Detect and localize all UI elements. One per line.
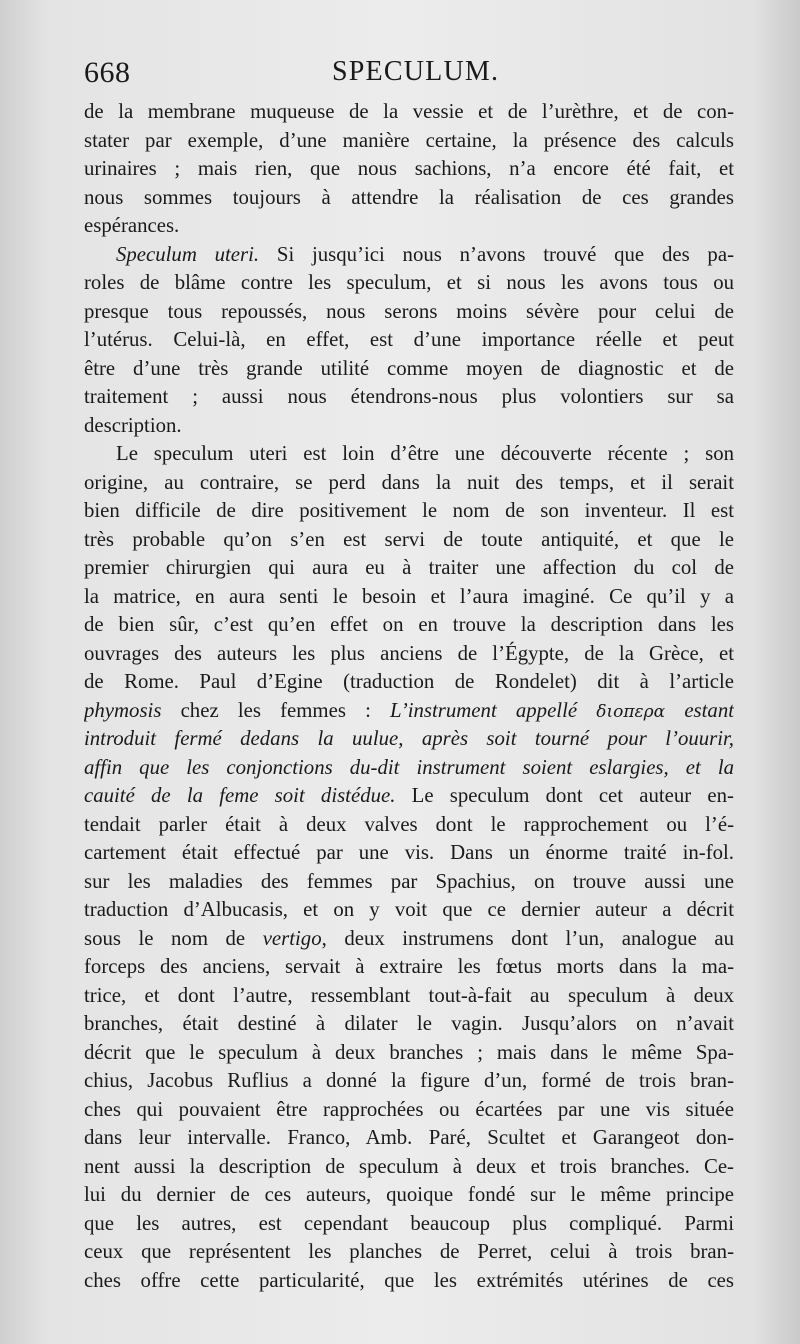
- text-segment: chez les femmes :: [161, 698, 391, 722]
- text-line: [84, 1210, 734, 1239]
- italic-text: introduit fermé dedans la uulue, après soit tourné pour l’ouurir,: [84, 727, 734, 750]
- text-segment: nent aussi la description de speculum à deux et trois branches. Ce-: [84, 1154, 734, 1178]
- text-segment: cartement était effectué par une vis. Dans un énorme traité in-fol.: [84, 841, 734, 864]
- text-segment: ches qui pouvaient être rapprochées ou écartées par une vis située: [84, 1097, 734, 1121]
- italic-text: phymosis: [84, 698, 162, 722]
- text-segment: de bien sûr, c’est qu’en effet on en trouve la description dans les: [84, 613, 734, 636]
- text-line: [84, 1124, 734, 1153]
- italic-text: estant: [665, 698, 734, 722]
- italic-text: L’instrument appellé: [390, 698, 597, 722]
- text-line: [84, 184, 734, 213]
- text-line: [84, 953, 734, 982]
- text-line: [84, 155, 734, 184]
- text-line: [84, 1096, 734, 1125]
- text-line: [84, 811, 734, 840]
- text-line: [84, 782, 734, 811]
- text-line: [84, 497, 734, 526]
- running-title: SPECULUM.: [332, 56, 500, 87]
- page-header: [84, 56, 734, 96]
- text-segment: décrit que le speculum à deux branches ; mais dans le même Spa-: [84, 1040, 734, 1064]
- italic-text: Speculum uteri.: [116, 242, 260, 266]
- text-segment: traitement ; aussi nous étendrons-nous plus volontiers sur sa: [84, 385, 734, 408]
- text-segment: forceps des anciens, servait à extraire les fœtus morts dans la ma-: [84, 955, 734, 978]
- text-line: [84, 839, 734, 868]
- text-line: [84, 697, 734, 726]
- text-line: [84, 754, 734, 783]
- text-line: [84, 440, 734, 469]
- text-segment: , deux instrumens dont l’un, analogue au: [321, 926, 734, 950]
- text-line: [84, 412, 734, 441]
- text-segment: stater par exemple, d’une manière certaine, la présence des calculs: [84, 128, 734, 152]
- text-line: [84, 98, 734, 127]
- text-line: [84, 896, 734, 925]
- text-segment: origine, au contraire, se perd dans la nuit des temps, et il serait: [84, 470, 734, 494]
- text-segment: espérances.: [84, 214, 180, 237]
- text-segment: urinaires ; mais rien, que nous sachions, n’a encore été fait, et: [84, 157, 734, 180]
- text-segment: tendait parler était à deux valves dont le rapprochement ou l’é-: [84, 812, 734, 836]
- text-line: [84, 611, 734, 640]
- italic-text: cauité de la feme soit distédue.: [84, 784, 396, 807]
- text-segment: dans leur intervalle. Franco, Amb. Paré, Scultet et Garangeot don-: [84, 1126, 734, 1149]
- text-segment: sur les maladies des femmes par Spachius, on trouve aussi une: [84, 869, 734, 893]
- text-segment: traduction d’Albucasis, et on y voit que ce dernier auteur a décrit: [84, 898, 734, 921]
- text-line: [84, 469, 734, 498]
- text-segment: ches offre cette particularité, que les extrémités utérines de ces: [84, 1268, 734, 1292]
- text-line: [84, 241, 734, 270]
- text-line: [84, 668, 734, 697]
- text-line: [84, 212, 734, 241]
- text-segment: ceux que représentent les planches de Perret, celui à trois bran-: [84, 1240, 734, 1263]
- text-segment: être d’une très grande utilité comme moyen de diagnostic et de: [84, 356, 734, 380]
- text-line: [84, 355, 734, 384]
- text-segment: que les autres, est cependant beaucoup plus compliqué. Parmi: [84, 1211, 734, 1235]
- text-segment: premier chirurgien qui aura eu à traiter une affection du col de: [84, 556, 734, 579]
- text-segment: ouvrages des auteurs les plus anciens de l’Égypte, de la Grèce, et: [84, 641, 734, 665]
- greek-word: διοπερα: [596, 701, 666, 722]
- text-segment: bien difficile de dire positivement le nom de son inventeur. Il est: [84, 499, 734, 522]
- text-segment: sous le nom de: [84, 926, 263, 950]
- text-line: [84, 925, 734, 954]
- text-segment: roles de blâme contre les speculum, et si nous les avons tous ou: [84, 271, 734, 294]
- text-line: [84, 1067, 734, 1096]
- text-line: [84, 1010, 734, 1039]
- text-segment: presque tous repoussés, nous serons moins sévère pour celui de: [84, 299, 734, 323]
- text-line: [84, 127, 734, 156]
- text-line: [84, 383, 734, 412]
- text-line: [84, 554, 734, 583]
- text-line: [84, 868, 734, 897]
- text-line: [84, 298, 734, 327]
- text-line: [84, 1181, 734, 1210]
- text-segment: Le speculum dont cet auteur en-: [395, 784, 734, 807]
- text-segment: l’utérus. Celui-là, en effet, est d’une importance réelle et peut: [84, 328, 734, 351]
- text-line: [84, 725, 734, 754]
- text-segment: de Rome. Paul d’Egine (traduction de Rondelet) dit à l’article: [84, 670, 734, 693]
- text-line: [84, 640, 734, 669]
- text-line: [84, 326, 734, 355]
- text-segment: chius, Jacobus Ruflius a donné la figure d’un, formé de trois bran-: [84, 1069, 734, 1092]
- text-segment: très probable qu’on s’en est servi de toute antiquité, et que le: [84, 527, 734, 551]
- text-segment: branches, était destiné à dilater le vagin. Jusqu’alors on n’avait: [84, 1012, 734, 1035]
- italic-text: affin que les conjonctions du-dit instrument soient eslargies, et la: [84, 755, 734, 779]
- text-line: [84, 526, 734, 555]
- text-segment: lui du dernier de ces auteurs, quoique fondé sur le même principe: [84, 1183, 734, 1206]
- text-segment: la matrice, en aura senti le besoin et l’aura imaginé. Ce qu’il y a: [84, 584, 734, 608]
- body-text: [84, 98, 734, 1295]
- text-segment: trice, et dont l’autre, ressemblant tout-à-fait au speculum à deux: [84, 983, 734, 1007]
- text-line: [84, 269, 734, 298]
- text-line: [84, 583, 734, 612]
- italic-text: vertigo: [262, 926, 322, 950]
- text-line: [84, 1238, 734, 1267]
- text-line: [84, 1153, 734, 1182]
- text-segment: Le speculum uteri est loin d’être une découverte récente ; son: [116, 442, 734, 465]
- text-segment: de la membrane muqueuse de la vessie et de l’urèthre, et de con-: [84, 100, 734, 123]
- text-segment: nous sommes toujours à attendre la réalisation de ces grandes: [84, 185, 734, 209]
- text-segment: description.: [84, 413, 182, 437]
- text-line: [84, 982, 734, 1011]
- text-line: [84, 1267, 734, 1296]
- text-segment: Si jusqu’ici nous n’avons trouvé que des pa-: [259, 242, 734, 266]
- page-number: 668: [84, 56, 131, 89]
- text-line: [84, 1039, 734, 1068]
